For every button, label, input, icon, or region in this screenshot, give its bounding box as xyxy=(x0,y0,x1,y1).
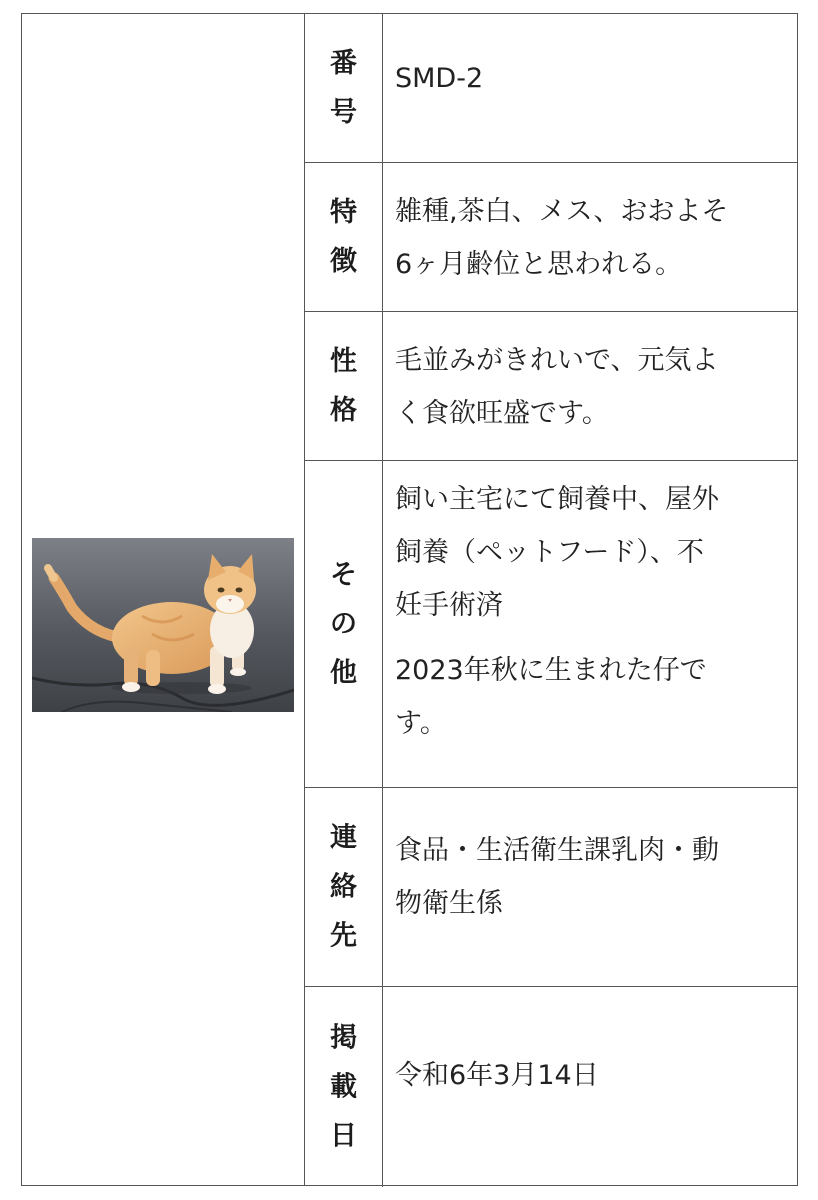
cat-info-table xyxy=(21,13,798,1186)
info-rows xyxy=(305,14,797,1185)
label-number: 番 号 xyxy=(305,14,383,162)
row-posted xyxy=(305,987,797,1187)
row-contact xyxy=(305,788,797,987)
value-posted: 令和6年3月14日 xyxy=(395,1060,599,1091)
value-features: 雑種,茶白、メス、おおよそ 6ヶ月齢位と思われる。 xyxy=(395,196,729,280)
value-other: 飼い主宅にて飼養中、屋外 飼養（ペットフード）、不 妊手術済 2023年秋に生まれた仔で す。 xyxy=(395,484,719,739)
row-features xyxy=(305,163,797,312)
cat-photo xyxy=(32,538,294,712)
row-number xyxy=(305,14,797,163)
label-other: そ の 他 xyxy=(305,461,383,787)
label-personality: 性 格 xyxy=(305,312,383,460)
row-personality xyxy=(305,312,797,461)
photo-cell xyxy=(22,14,305,1185)
row-other xyxy=(305,461,797,788)
label-features: 特 徴 xyxy=(305,163,383,311)
value-contact: 食品・生活衛生課乳肉・動 物衛生係 xyxy=(395,835,719,919)
label-contact: 連 絡 先 xyxy=(305,788,383,986)
value-personality: 毛並みがきれいで、元気よ く食欲旺盛です。 xyxy=(395,345,719,429)
label-posted: 掲 載 日 xyxy=(305,987,383,1187)
value-number: SMD-2 xyxy=(395,63,484,94)
